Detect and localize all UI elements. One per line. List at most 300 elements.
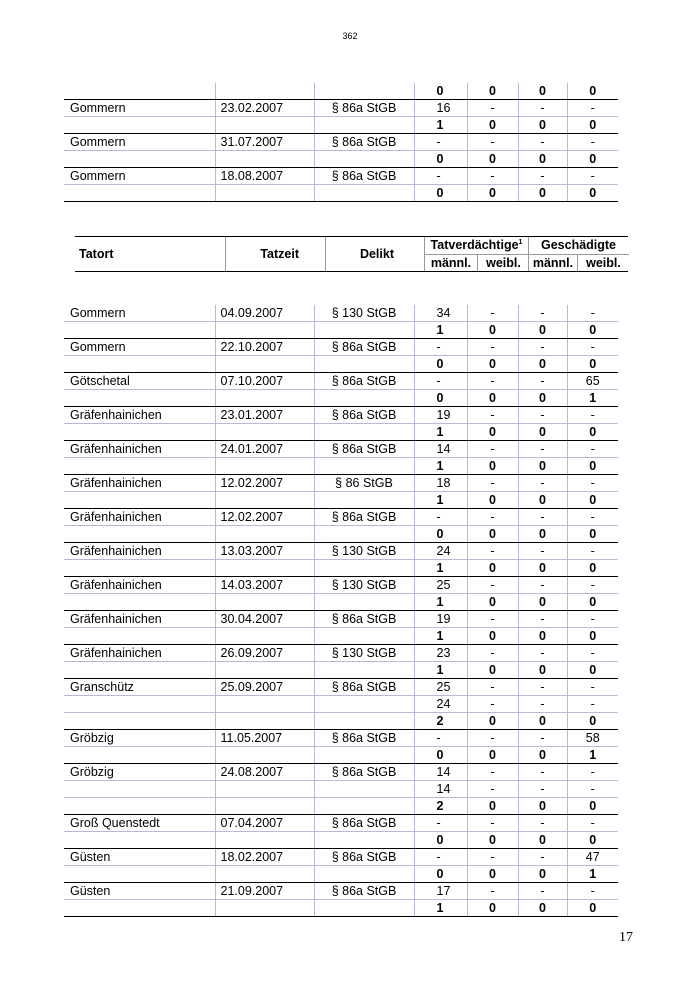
delikt-cell [314,900,414,917]
delikt-cell: § 86a StGB [314,509,414,526]
tv-weibl-cell: - [467,577,518,594]
tatort-cell [64,832,215,849]
gs-maennl-cell: 0 [518,866,567,883]
tv-weibl-cell: 0 [467,185,518,202]
delikt-cell: § 86a StGB [314,611,414,628]
page-number-bottom: 17 [619,930,633,945]
tatort-cell: Götschetal [64,373,215,390]
gs-maennl-cell: 0 [518,322,567,339]
tv-maennl-cell: 1 [414,628,467,645]
tatort-cell [64,151,215,168]
table-row [64,407,618,424]
tatzeit-cell: 24.08.2007 [215,764,314,781]
tv-weibl-cell: 0 [467,151,518,168]
tv-maennl-cell: 0 [414,832,467,849]
gs-maennl-cell: 0 [518,713,567,730]
delikt-cell [314,151,414,168]
table-row [64,424,618,441]
tatzeit-cell [215,713,314,730]
delikt-cell [314,458,414,475]
tv-maennl-cell: 14 [414,441,467,458]
tatort-cell [64,713,215,730]
header-geschaedigte: Geschädigte männl. weibl. [528,237,628,271]
tv-maennl-cell: 25 [414,577,467,594]
tv-maennl-cell: 0 [414,866,467,883]
tatort-cell [64,866,215,883]
delikt-cell: § 130 StGB [314,543,414,560]
delikt-cell [314,83,414,100]
gs-weibl-cell: 47 [567,849,618,866]
delikt-cell [314,492,414,509]
tv-maennl-cell: 1 [414,424,467,441]
tatort-cell: Güsten [64,849,215,866]
tatort-cell [64,560,215,577]
gs-maennl-cell: - [518,730,567,747]
gs-weibl-cell: 0 [567,798,618,815]
tatzeit-cell [215,390,314,407]
tv-weibl-cell: - [467,815,518,832]
gs-maennl-cell: - [518,441,567,458]
gs-maennl-cell: 0 [518,747,567,764]
tv-maennl-cell: 14 [414,781,467,798]
table-row [64,185,618,202]
gs-weibl-cell: - [567,305,618,322]
gs-maennl-cell: 0 [518,117,567,134]
gs-weibl-cell: 1 [567,747,618,764]
delikt-cell: § 86a StGB [314,883,414,900]
tv-maennl-cell: 1 [414,492,467,509]
table-row [64,832,618,849]
tatzeit-cell [215,798,314,815]
tatort-cell: Gräfenhainichen [64,407,215,424]
table-row [64,900,618,917]
gs-maennl-cell: - [518,305,567,322]
tatzeit-cell: 30.04.2007 [215,611,314,628]
table-row [64,373,618,390]
gs-weibl-cell: - [567,679,618,696]
table-row [64,645,618,662]
tatort-cell: Gommern [64,305,215,322]
tv-maennl-cell: 1 [414,594,467,611]
gs-maennl-cell: - [518,339,567,356]
tv-maennl-cell: 1 [414,458,467,475]
tatzeit-cell [215,900,314,917]
tatort-cell: Gräfenhainichen [64,441,215,458]
tv-maennl-cell: 1 [414,117,467,134]
tv-maennl-cell: - [414,849,467,866]
tv-maennl-cell: 18 [414,475,467,492]
delikt-cell: § 86a StGB [314,815,414,832]
tatort-cell [64,83,215,100]
table-row [64,577,618,594]
tatort-cell [64,458,215,475]
gs-weibl-cell: - [567,543,618,560]
tv-weibl-cell: 0 [467,713,518,730]
tatort-cell: Gräfenhainichen [64,611,215,628]
gs-weibl-cell: 0 [567,713,618,730]
tatort-cell [64,798,215,815]
gs-maennl-cell: - [518,577,567,594]
gs-weibl-cell: - [567,134,618,151]
footnote-marker: 1 [518,239,523,246]
tv-weibl-cell: 0 [467,117,518,134]
gs-maennl-cell: 0 [518,458,567,475]
tatzeit-cell [215,560,314,577]
tv-weibl-cell: - [467,373,518,390]
gs-weibl-cell: 0 [567,322,618,339]
tv-maennl-cell: 25 [414,679,467,696]
gs-weibl-cell: 0 [567,628,618,645]
tv-maennl-cell: 0 [414,151,467,168]
gs-maennl-cell: 0 [518,492,567,509]
page-number-top: 362 [342,31,358,41]
delikt-cell: § 130 StGB [314,305,414,322]
table-row [64,441,618,458]
table-row [64,764,618,781]
tv-weibl-cell: 0 [467,83,518,100]
table-row [64,322,618,339]
table-row [64,509,618,526]
tv-weibl-cell: - [467,543,518,560]
delikt-cell [314,781,414,798]
delikt-cell: § 86a StGB [314,134,414,151]
tatzeit-cell: 12.02.2007 [215,509,314,526]
gs-weibl-cell: 1 [567,390,618,407]
gs-weibl-cell: - [567,611,618,628]
tatzeit-cell: 13.03.2007 [215,543,314,560]
tv-weibl-cell: 0 [467,322,518,339]
gs-weibl-cell: 0 [567,594,618,611]
tv-maennl-cell: - [414,815,467,832]
gs-maennl-cell: 0 [518,151,567,168]
table-row [64,815,618,832]
gs-weibl-cell: - [567,781,618,798]
offense-table-continued [64,83,618,202]
delikt-cell [314,560,414,577]
gs-maennl-cell: - [518,815,567,832]
delikt-cell: § 86a StGB [314,168,414,185]
delikt-cell [314,696,414,713]
table-row [64,526,618,543]
gs-weibl-cell: 1 [567,866,618,883]
tv-maennl-cell: - [414,134,467,151]
gs-weibl-cell: 0 [567,356,618,373]
gs-weibl-cell: - [567,441,618,458]
tv-maennl-cell: 14 [414,764,467,781]
gs-maennl-cell: - [518,696,567,713]
tv-maennl-cell: 0 [414,390,467,407]
tatzeit-cell [215,832,314,849]
gs-maennl-cell: - [518,781,567,798]
gs-maennl-cell: - [518,645,567,662]
gs-weibl-cell: - [567,645,618,662]
delikt-cell [314,628,414,645]
tv-weibl-cell: 0 [467,866,518,883]
header-tv-maennl: männl. [425,254,477,271]
tv-weibl-cell: - [467,730,518,747]
table-row [64,696,618,713]
tatzeit-cell: 22.10.2007 [215,339,314,356]
table-row [64,611,618,628]
gs-maennl-cell: 0 [518,526,567,543]
tv-weibl-cell: 0 [467,390,518,407]
tv-maennl-cell: 34 [414,305,467,322]
table-row [64,492,618,509]
tv-weibl-cell: 0 [467,900,518,917]
gs-maennl-cell: 0 [518,424,567,441]
table-row [64,83,618,100]
tatzeit-cell [215,696,314,713]
tv-weibl-cell: - [467,475,518,492]
tv-weibl-cell: - [467,849,518,866]
tatzeit-cell [215,526,314,543]
tatzeit-cell [215,322,314,339]
tatort-cell: Güsten [64,883,215,900]
gs-maennl-cell: - [518,764,567,781]
table-row [64,560,618,577]
tv-maennl-cell: 0 [414,185,467,202]
tv-weibl-cell: - [467,407,518,424]
tatzeit-cell: 11.05.2007 [215,730,314,747]
tv-weibl-cell: - [467,339,518,356]
gs-maennl-cell: 0 [518,83,567,100]
tv-weibl-cell: - [467,696,518,713]
tatort-cell [64,424,215,441]
tv-maennl-cell: 0 [414,83,467,100]
tv-maennl-cell: 1 [414,900,467,917]
tv-maennl-cell: 2 [414,713,467,730]
tatzeit-cell [215,628,314,645]
tv-maennl-cell: 24 [414,543,467,560]
gs-weibl-cell: - [567,407,618,424]
tv-weibl-cell: 0 [467,832,518,849]
table-row [64,356,618,373]
tatort-cell [64,696,215,713]
tatort-cell: Gröbzig [64,764,215,781]
tatort-cell [64,356,215,373]
table-row [64,594,618,611]
header-gs-weibl: weibl. [577,254,629,271]
tatzeit-cell: 21.09.2007 [215,883,314,900]
tv-weibl-cell: - [467,883,518,900]
tatzeit-cell: 18.08.2007 [215,168,314,185]
tatort-cell: Gräfenhainichen [64,509,215,526]
tatzeit-cell [215,781,314,798]
delikt-cell: § 86a StGB [314,373,414,390]
tv-maennl-cell: - [414,373,467,390]
gs-weibl-cell: 0 [567,900,618,917]
gs-maennl-cell: 0 [518,560,567,577]
gs-weibl-cell: 0 [567,117,618,134]
tv-maennl-cell: 19 [414,407,467,424]
gs-maennl-cell: - [518,509,567,526]
tv-weibl-cell: - [467,168,518,185]
tv-weibl-cell: - [467,611,518,628]
tatort-cell [64,747,215,764]
tv-maennl-cell: - [414,339,467,356]
gs-maennl-cell: - [518,611,567,628]
tv-weibl-cell: 0 [467,798,518,815]
gs-maennl-cell: 0 [518,900,567,917]
tv-weibl-cell: 0 [467,526,518,543]
table-row [64,747,618,764]
table-row [64,390,618,407]
tatort-cell [64,117,215,134]
tv-weibl-cell: - [467,764,518,781]
tv-weibl-cell: 0 [467,424,518,441]
tv-maennl-cell: 19 [414,611,467,628]
tv-weibl-cell: 0 [467,594,518,611]
gs-weibl-cell: 0 [567,151,618,168]
table-row [64,168,618,185]
table-row [64,134,618,151]
gs-maennl-cell: - [518,543,567,560]
tv-weibl-cell: 0 [467,747,518,764]
tv-maennl-cell: 0 [414,356,467,373]
tatzeit-cell: 04.09.2007 [215,305,314,322]
delikt-cell [314,747,414,764]
tv-maennl-cell: 24 [414,696,467,713]
table-row [64,662,618,679]
gs-weibl-cell: 0 [567,560,618,577]
delikt-cell [314,798,414,815]
gs-maennl-cell: - [518,168,567,185]
table-row [64,151,618,168]
tatort-cell [64,900,215,917]
tatort-cell [64,781,215,798]
tatort-cell: Gommern [64,168,215,185]
delikt-cell [314,356,414,373]
gs-maennl-cell: - [518,883,567,900]
delikt-cell: § 86a StGB [314,849,414,866]
gs-weibl-cell: 0 [567,526,618,543]
gs-weibl-cell: - [567,509,618,526]
tatzeit-cell: 14.03.2007 [215,577,314,594]
gs-maennl-cell: - [518,100,567,117]
tv-weibl-cell: 0 [467,458,518,475]
tatort-cell: Gräfenhainichen [64,475,215,492]
tatort-cell: Granschütz [64,679,215,696]
gs-maennl-cell: 0 [518,356,567,373]
tatzeit-cell: 25.09.2007 [215,679,314,696]
delikt-cell: § 130 StGB [314,577,414,594]
delikt-cell [314,832,414,849]
tv-maennl-cell: - [414,730,467,747]
tatzeit-cell: 26.09.2007 [215,645,314,662]
tv-weibl-cell: 0 [467,356,518,373]
table-row [64,730,618,747]
delikt-cell [314,662,414,679]
tv-maennl-cell: 23 [414,645,467,662]
gs-weibl-cell: - [567,475,618,492]
gs-maennl-cell: - [518,407,567,424]
delikt-cell: § 130 StGB [314,645,414,662]
delikt-cell [314,185,414,202]
tatzeit-cell: 07.04.2007 [215,815,314,832]
header-tatverdaechtige: Tatverdächtige$^1$ männl. weibl. [424,237,528,271]
tv-weibl-cell: 0 [467,492,518,509]
table-row [64,458,618,475]
gs-weibl-cell: - [567,100,618,117]
gs-maennl-cell: - [518,679,567,696]
tatzeit-cell [215,492,314,509]
tatort-cell: Gommern [64,339,215,356]
tatzeit-cell: 24.01.2007 [215,441,314,458]
gs-maennl-cell: 0 [518,594,567,611]
tv-maennl-cell: 1 [414,560,467,577]
delikt-cell [314,322,414,339]
table-column-header [75,236,628,272]
delikt-cell [314,390,414,407]
tv-weibl-cell: - [467,100,518,117]
table-row [64,628,618,645]
tatort-cell: Gommern [64,134,215,151]
delikt-cell [314,594,414,611]
gs-weibl-cell: - [567,696,618,713]
tatzeit-cell [215,83,314,100]
tv-weibl-cell: 0 [467,560,518,577]
tv-weibl-cell: - [467,509,518,526]
tv-maennl-cell: 16 [414,100,467,117]
tatzeit-cell [215,458,314,475]
tatzeit-cell: 07.10.2007 [215,373,314,390]
tatzeit-cell: 18.02.2007 [215,849,314,866]
table-row [64,339,618,356]
tatort-cell [64,492,215,509]
tatzeit-cell: 31.07.2007 [215,134,314,151]
tatort-cell: Gräfenhainichen [64,543,215,560]
offense-table [64,305,618,917]
delikt-cell: § 86a StGB [314,679,414,696]
gs-weibl-cell: 0 [567,662,618,679]
table-row [64,798,618,815]
gs-weibl-cell: 0 [567,458,618,475]
tatzeit-cell [215,747,314,764]
tatort-cell: Gräfenhainichen [64,577,215,594]
tatort-cell [64,390,215,407]
gs-weibl-cell: - [567,339,618,356]
tv-weibl-cell: - [467,305,518,322]
gs-maennl-cell: 0 [518,628,567,645]
table-row [64,679,618,696]
header-tatzeit: Tatzeit [225,237,325,271]
tatort-cell [64,185,215,202]
tv-weibl-cell: - [467,441,518,458]
gs-maennl-cell: 0 [518,798,567,815]
gs-maennl-cell: 0 [518,832,567,849]
delikt-cell: § 86 StGB [314,475,414,492]
tatzeit-cell [215,185,314,202]
delikt-cell: § 86a StGB [314,764,414,781]
tv-weibl-cell: - [467,645,518,662]
delikt-cell [314,713,414,730]
tatzeit-cell [215,424,314,441]
tatzeit-cell [215,662,314,679]
tv-maennl-cell: 1 [414,662,467,679]
gs-weibl-cell: - [567,815,618,832]
tv-maennl-cell: 17 [414,883,467,900]
tv-weibl-cell: - [467,679,518,696]
table-row [64,475,618,492]
tatzeit-cell: 23.02.2007 [215,100,314,117]
tatort-cell [64,526,215,543]
gs-weibl-cell: 0 [567,185,618,202]
header-tatort: Tatort [79,247,114,261]
gs-weibl-cell: - [567,883,618,900]
gs-weibl-cell: - [567,764,618,781]
tatort-cell: Gräfenhainichen [64,645,215,662]
header-gs-maennl: männl. [529,254,577,271]
